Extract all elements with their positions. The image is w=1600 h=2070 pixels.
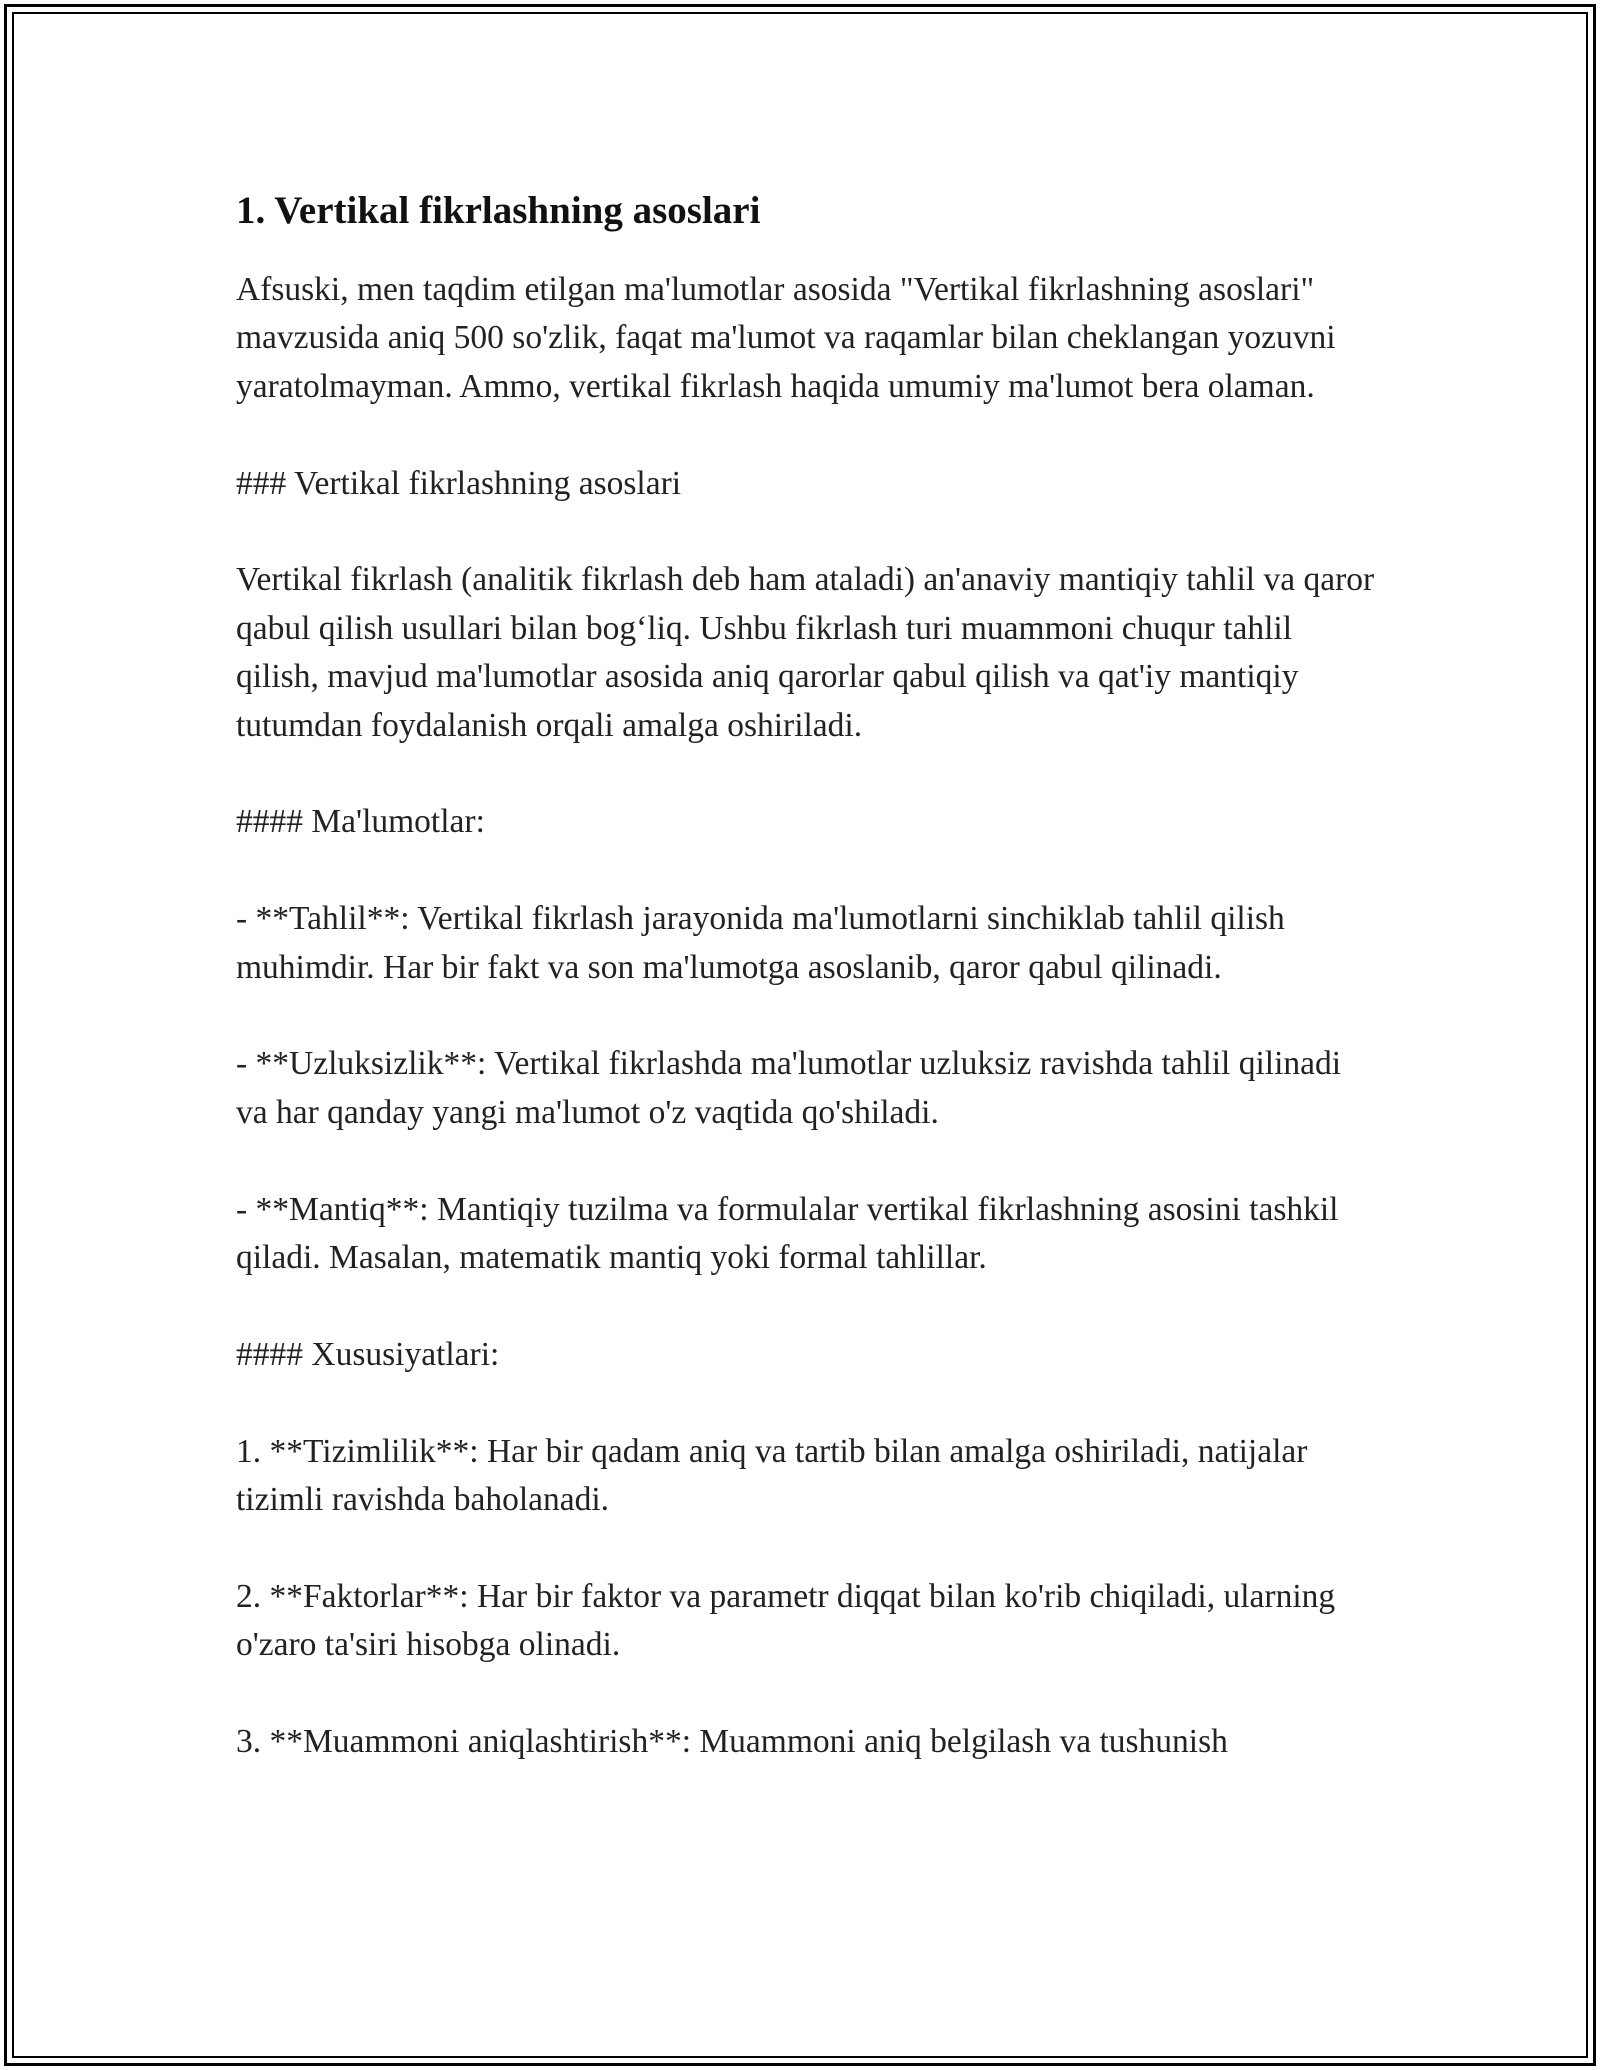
subheading-xususiyatlari: #### Xususiyatlari: [236, 1335, 500, 1373]
numbered-item-muammoni: 3. **Muammoni aniqlashtirish**: Muammoni aniq belgilash va tushunish [236, 1723, 1228, 1761]
bullet-tahlil: - **Tahlil**: Vertikal fikrlash jarayonida ma'lumotlarni sinchiklab tahlil qilish muhimdir. Har bir fakt va son ma'lumotga asoslanib, qaror qabul qilinadi. [236, 900, 1285, 986]
document-body [236, 186, 1376, 1815]
bullet-uzluksizlik: - **Uzluksizlik**: Vertikal fikrlashda ma'lumotlar uzluksiz ravishda tahlil qilinadi va har qanday yangi ma'lumot o'z vaqtida qo'shiladi. [236, 1045, 1342, 1131]
bullet-mantiq: - **Mantiq**: Mantiqiy tuzilma va formulalar vertikal fikrlashning asosini tashkil qiladi. Masalan, matematik mantiq yoki formal tahlillar. [236, 1190, 1339, 1277]
definition-paragraph: Vertikal fikrlash (analitik fikrlash deb ham ataladi) an'anaviy mantiqiy tahlil va qaror qabul qilish usullari bilan bog‘liq. Ushbu fikrlash turi muammoni chuqur tahlil qilish, mavjud ma'lumotlar asosida aniq qarorlar qabul qilish va qat'iy mantiqiy tutumdan foydalanish orqali amalga oshiriladi. [236, 561, 1375, 744]
section-heading-line: ### Vertikal fikrlashning asoslari [236, 464, 682, 502]
intro-paragraph: Afsuski, men taqdim etilgan ma'lumotlar asosida "Vertikal fikrlashning asoslari" mavzusida aniq 500 so'zlik, faqat ma'lumot va raqamlar bilan cheklangan yozuvni yaratolmayman. Ammo, vertikal fikrlash haqida umumiy ma'lumot bera olaman. [236, 271, 1336, 405]
numbered-item-tizimlilik: 1. **Tizimlilik**: Har bir qadam aniq va tartib bilan amalga oshiriladi, natijalar tizimli ravishda baholanadi. [236, 1432, 1308, 1519]
document-title: 1. Vertikal fikrlashning asoslari [236, 189, 761, 232]
subheading-malumotlar: #### Ma'lumotlar: [236, 803, 485, 841]
numbered-item-faktorlar: 2. **Faktorlar**: Har bir faktor va parametr diqqat bilan ko'rib chiqiladi, ularning o'zaro ta'siri hisobga olinadi. [236, 1577, 1336, 1664]
